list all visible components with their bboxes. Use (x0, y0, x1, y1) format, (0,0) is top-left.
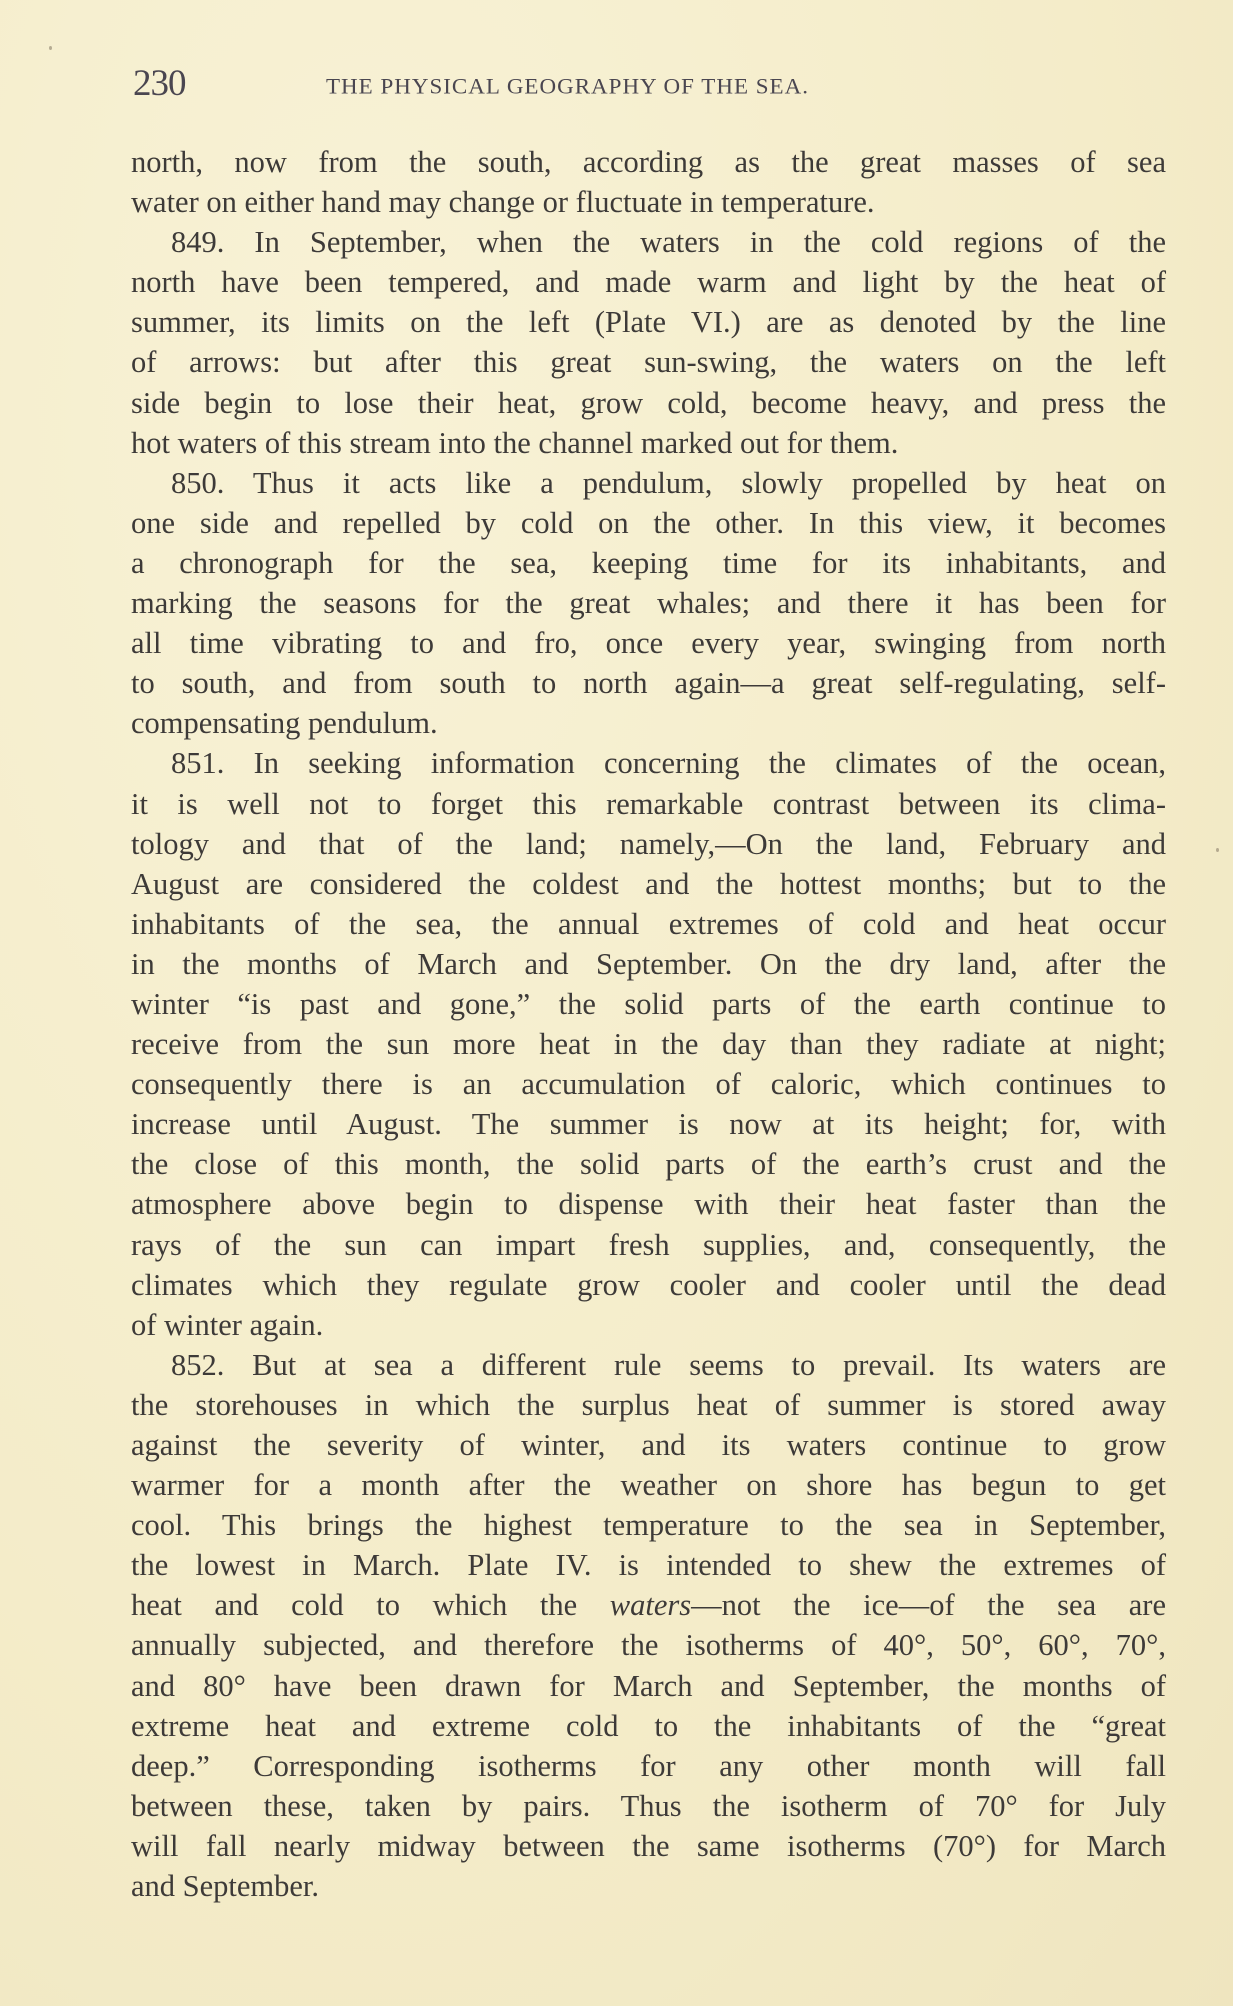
text-line: marking the seasons for the great whales; and there it has been for (131, 586, 1166, 621)
text-line: cool. This brings the highest temperature to the sea in September, (131, 1508, 1166, 1543)
text-line: increase until August. The summer is now at its height; for, with (131, 1107, 1166, 1142)
text-line: north, now from the south, according as the great masses of sea (131, 145, 1166, 179)
text-line: deep.” Corresponding isotherms for any other month will fall (131, 1748, 1166, 1783)
text-line: north have been tempered, and made warm and light by the heat of (131, 265, 1166, 300)
paragraph-849-start: 849. In September, when the waters in the cold regions of the (171, 225, 1166, 260)
text-line: hot waters of this stream into the channel marked out for them. (131, 425, 899, 460)
page-header (133, 62, 973, 112)
italic-word: waters (609, 1588, 692, 1623)
paper-speck (1216, 848, 1219, 852)
text-line: extreme heat and extreme cold to the inhabitants of the “great (131, 1708, 1166, 1743)
text-line: between these, taken by pairs. Thus the isotherm of 70° for July (131, 1788, 1166, 1823)
running-title: THE PHYSICAL GEOGRAPHY OF THE SEA. (326, 74, 809, 99)
text-fragment: heat and cold to which the (131, 1588, 610, 1623)
page-number: 230 (133, 63, 186, 104)
text-line: all time vibrating to and fro, once every year, swinging from north (131, 626, 1166, 661)
text-line: August are considered the coldest and the hottest months; but to the (131, 866, 1166, 901)
paragraph-850-start: 850. Thus it acts like a pendulum, slowly propelled by heat on (171, 465, 1166, 500)
text-line: against the severity of winter, and its waters continue to grow (131, 1428, 1166, 1462)
text-line: summer, its limits on the left (Plate VI.) are as denoted by the line (131, 305, 1166, 340)
text-line: atmosphere above begin to dispense with their heat faster than the (131, 1187, 1166, 1222)
text-line: the storehouses in which the surplus heat of summer is stored away (131, 1387, 1166, 1422)
text-line: of winter again. (131, 1307, 324, 1342)
text-line-with-italic (131, 1585, 1166, 1625)
text-line: one side and repelled by cold on the other. In this view, it becomes (131, 505, 1166, 540)
text-line: annually subjected, and therefore the isotherms of 40°, 50°, 60°, 70°, (131, 1628, 1166, 1663)
text-line: of arrows: but after this great sun-swing, the waters on the left (131, 345, 1166, 380)
text-line: and 80° have been drawn for March and September, the months of (131, 1668, 1166, 1703)
body-text (131, 142, 1166, 1906)
text-line: it is well not to forget this remarkable contrast between its clima- (131, 786, 1166, 821)
text-line: climates which they regulate grow cooler and cooler until the dead (131, 1267, 1166, 1302)
text-line: inhabitants of the sea, the annual extremes of cold and heat occur (131, 906, 1166, 941)
text-line: winter “is past and gone,” the solid parts of the earth continue to (131, 986, 1166, 1021)
text-line: will fall nearly midway between the same isotherms (70°) for March (131, 1828, 1166, 1863)
text-line: and September. (131, 1869, 320, 1904)
paragraph-852-start: 852. But at sea a different rule seems to prevail. Its waters are (171, 1347, 1166, 1382)
paragraph-851-start: 851. In seeking information concerning the climates of the ocean, (171, 746, 1166, 781)
text-line: compensating pendulum. (131, 706, 438, 741)
text-line: water on either hand may change or fluctuate in temperature. (131, 185, 875, 220)
text-line: the close of this month, the solid parts of the earth’s crust and the (131, 1147, 1166, 1182)
text-line: consequently there is an accumulation of caloric, which continues to (131, 1067, 1166, 1102)
text-line: in the months of March and September. On the dry land, after the (131, 946, 1166, 981)
text-line: receive from the sun more heat in the day than they radiate at night; (131, 1027, 1166, 1062)
text-line: to south, and from south to north again—a great self-regulating, self- (131, 666, 1166, 701)
text-line: side begin to lose their heat, grow cold, become heavy, and press the (131, 385, 1166, 420)
paper-speck (49, 46, 52, 50)
text-line: tology and that of the land; namely,—On the land, February and (131, 826, 1166, 861)
text-line: the lowest in March. Plate IV. is intended to shew the extremes of (131, 1548, 1166, 1583)
text-line: a chronograph for the sea, keeping time for its inhabitants, and (131, 545, 1166, 580)
text-line: warmer for a month after the weather on shore has begun to get (131, 1468, 1166, 1503)
text-line: rays of the sun can impart fresh supplies, and, consequently, the (131, 1227, 1166, 1262)
text-fragment: —not the ice—of the sea are (691, 1588, 1166, 1623)
